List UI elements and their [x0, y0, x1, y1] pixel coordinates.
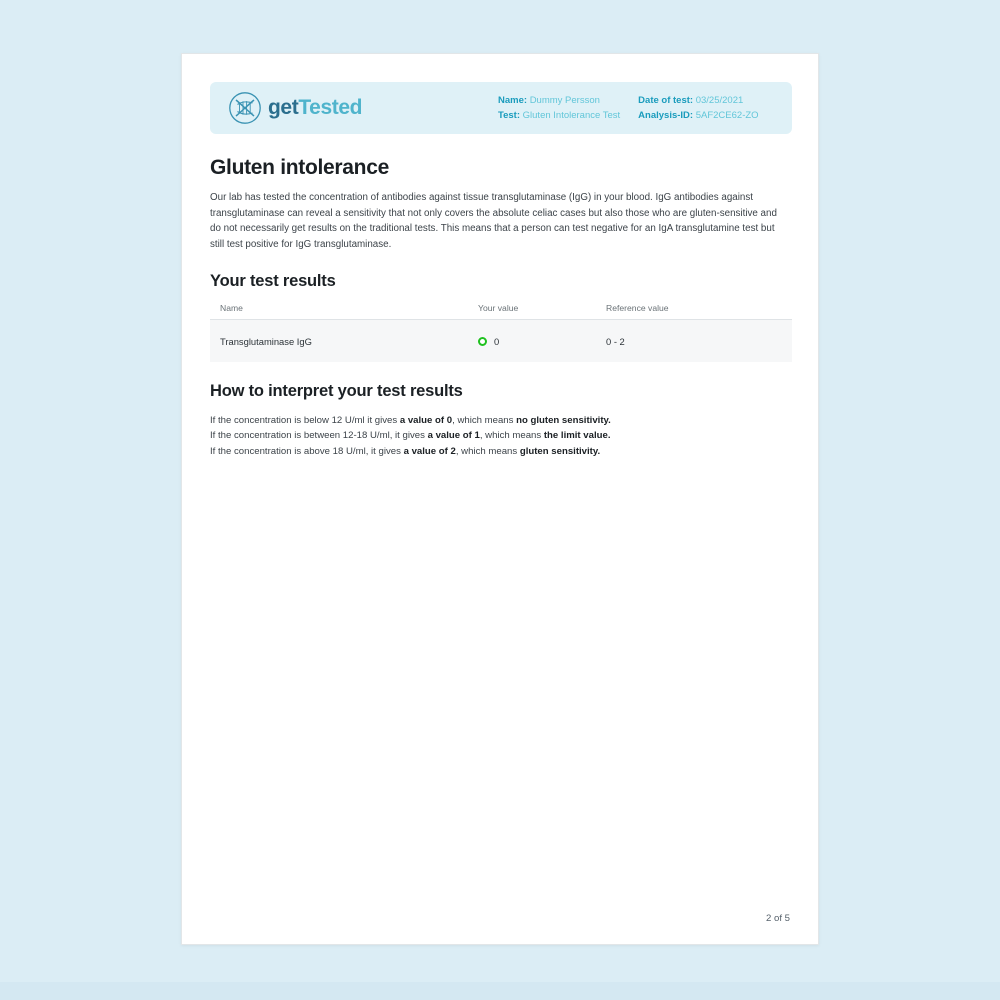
meta-value-date: 03/25/2021 [695, 95, 744, 106]
meta-column-analysis [638, 93, 758, 123]
meta-value-name: Dummy Persson [529, 95, 600, 106]
meta-key-test: Test: [498, 110, 520, 121]
interpretation-line [210, 444, 792, 459]
interp-prefix: If the concentration is above 18 U/ml, it gives [210, 445, 404, 457]
interpretation-line [210, 413, 792, 428]
interp-bold-meaning: no gluten sensitivity. [516, 414, 611, 426]
brand-name-get: get [268, 96, 299, 119]
table-header-row [210, 303, 792, 320]
intro-paragraph: Our lab has tested the concentration of antibodies against tissue transglutaminase (IgG) in your blood. IgG antibodies against transglutaminase can reveal a sensitivity that not only covers the absolute celiac cases but also those who are gluten-sensitive and do not necessarily get results on the traditional tests. This means that a person can test negative for an IgA transglutamine test but still test positive for IgG transglutaminase. [210, 192, 777, 250]
brand-name-tested: Tested [298, 96, 363, 119]
table-row [210, 320, 792, 362]
meta-key-analysis-id: Analysis-ID: [638, 110, 694, 121]
cell-reference-value: 0 - 2 [606, 320, 792, 362]
meta-column-patient [498, 93, 620, 123]
interp-prefix: If the concentration is between 12-18 U/ml, it gives [210, 430, 428, 442]
document-header [210, 82, 792, 134]
results-table [210, 303, 792, 362]
meta-row-name [498, 93, 620, 108]
meta-value-analysis-id: 5AF2CE62-ZO [695, 110, 759, 121]
interp-bold-value: a value of 1 [427, 430, 480, 442]
interp-middle: , which means [452, 414, 517, 426]
column-header-reference-value: Reference value [606, 303, 792, 320]
meta-value-test: Gluten Intolerance Test [522, 110, 621, 121]
page-title: Gluten intolerance [210, 156, 389, 179]
interpretation-lines [210, 413, 792, 459]
value-with-status [478, 336, 606, 347]
meta-key-date: Date of test: [638, 95, 694, 106]
interp-bold-meaning: the limit value. [543, 430, 611, 442]
interp-bold-value: a value of 2 [403, 445, 456, 457]
page-content [210, 82, 792, 459]
brand-logo [228, 91, 498, 125]
results-section-title: Your test results [210, 272, 336, 291]
cell-analyte-name: Transglutaminase IgG [210, 320, 478, 362]
viewer-background-lower [0, 982, 1000, 1000]
column-header-name: Name [210, 303, 478, 320]
meta-key-name: Name: [498, 95, 528, 106]
meta-row-test [498, 108, 620, 123]
status-dot-icon [478, 337, 487, 346]
document-page [181, 53, 819, 945]
dna-helix-icon [228, 91, 262, 125]
brand-name [268, 96, 362, 120]
page-indicator: 2 of 5 [765, 913, 790, 924]
interp-middle: , which means [455, 445, 520, 457]
cell-your-value [478, 320, 606, 362]
meta-row-date [638, 93, 758, 108]
interp-prefix: If the concentration is below 12 U/ml it gives [210, 414, 400, 426]
interp-bold-meaning: gluten sensitivity. [519, 445, 601, 457]
interpretation-line [210, 428, 792, 443]
your-value-text: 0 [494, 335, 500, 347]
header-meta [498, 93, 778, 123]
meta-row-analysis-id [638, 108, 758, 123]
interp-bold-value: a value of 0 [399, 414, 453, 426]
interpretation-section-title: How to interpret your test results [210, 381, 463, 400]
column-header-your-value: Your value [478, 303, 606, 320]
interp-middle: , which means [479, 430, 544, 442]
